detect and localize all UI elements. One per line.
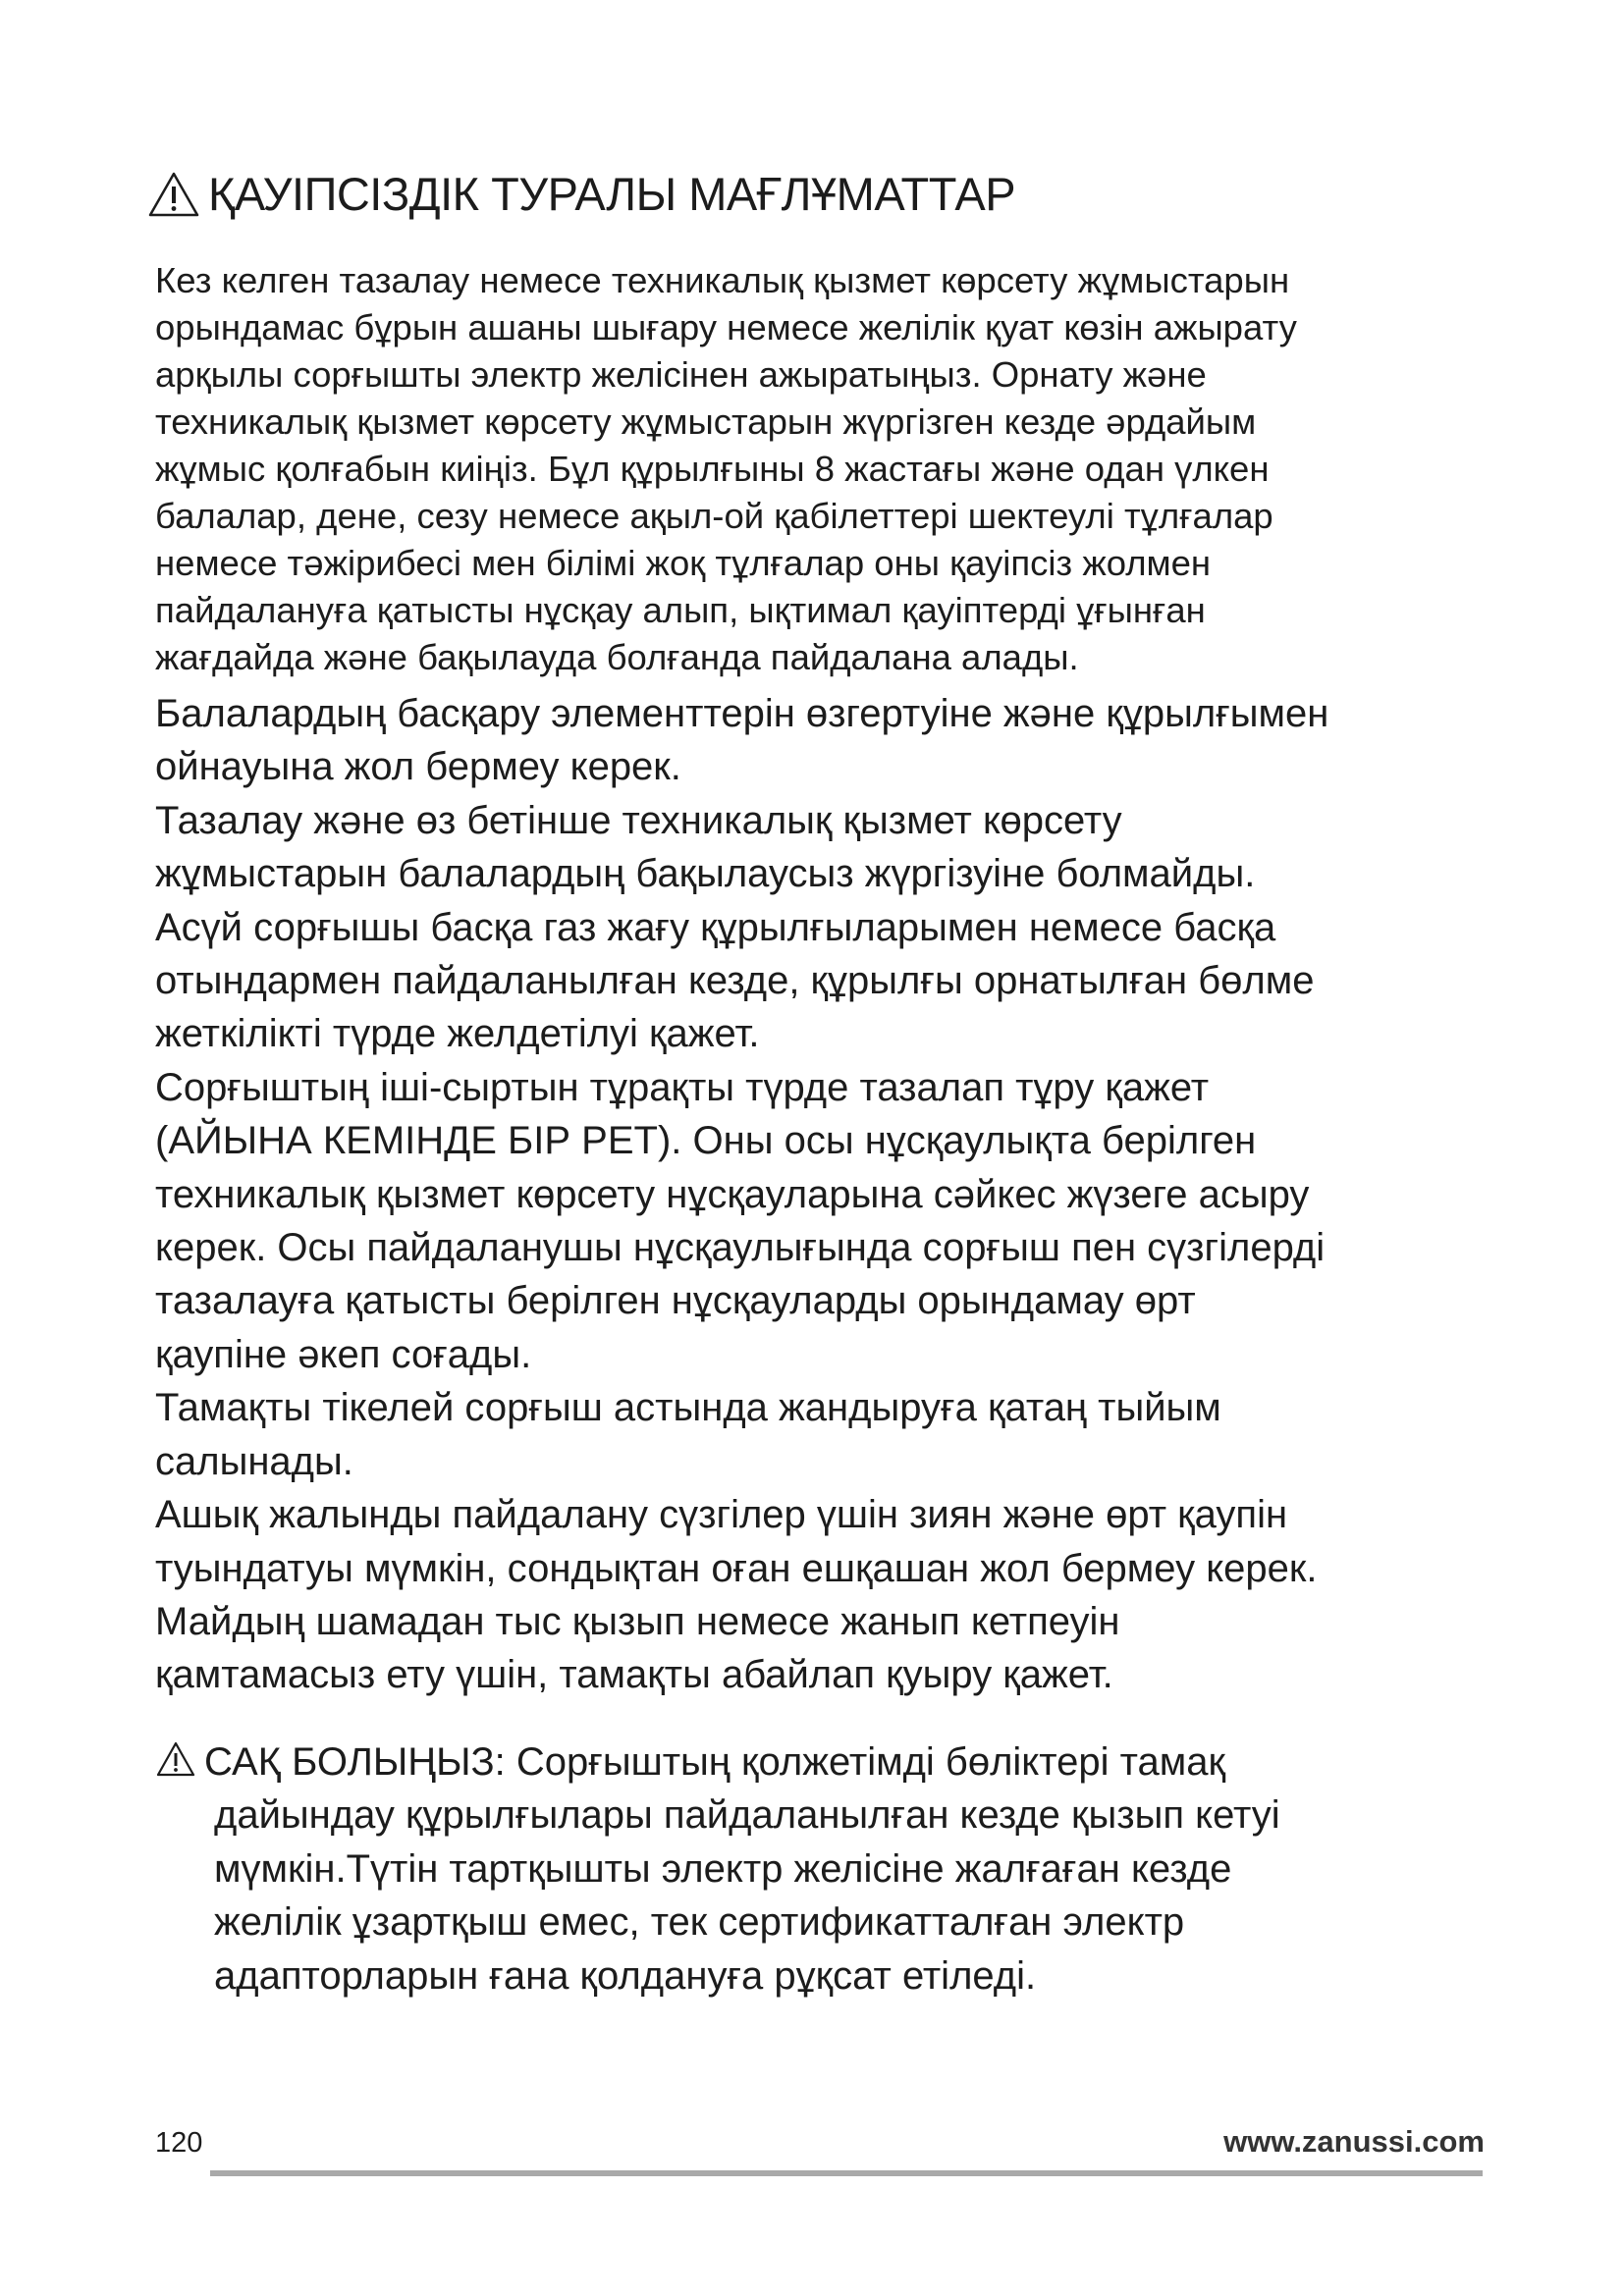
- caution-text: желілік ұзартқыш емес, тек сертификатталған электр: [214, 1900, 1185, 1945]
- text-line: (АЙЫНА КЕМІНДЕ БІР РЕТ). Оны осы нұсқаулықта берілген: [155, 1119, 1257, 1163]
- caution-text: дайындау құрылғылары пайдаланылған кезде қызып кетуі: [214, 1793, 1280, 1838]
- text-line: Балалардың басқару элементтерін өзгертуіне және құрылғымен: [155, 692, 1329, 735]
- text-line: жұмыс қолғабын киіңіз. Бұл құрылғыны 8 жастағы және одан үлкен: [155, 449, 1270, 489]
- heading-title: ҚАУІПСІЗДІК ТУРАЛЫ МАҒЛҰМАТТАР: [208, 168, 1016, 220]
- text-line: техникалық қызмет көрсету нұсқауларына сәйкес жүзеге асыру: [155, 1172, 1310, 1216]
- caution-first-line: [155, 1735, 1490, 1789]
- text-line: Майдың шамадан тыс қызып немесе жанып кетпеуін: [155, 1599, 1120, 1643]
- text-line: Тамақты тікелей сорғыш астында жандыруға қатаң тыйым: [155, 1386, 1221, 1430]
- text-line: Кез келген тазалау немесе техникалық қызмет көрсету жұмыстарын: [155, 260, 1290, 300]
- safety-instructions: [155, 687, 1490, 1702]
- text-line: қамтамасыз ету үшін, тамақты абайлап қуыру қажет.: [155, 1653, 1113, 1697]
- warning-triangle-icon: [155, 1740, 196, 1778]
- text-line: пайдалануға қатысты нұсқау алып, ықтимал қауіптерді ұғынған: [155, 590, 1206, 630]
- caution-notice: [155, 1735, 1490, 2002]
- text-line: туындатуы мүмкін, сондықтан оған ешқашан жол бермеу керек.: [155, 1546, 1318, 1590]
- text-line: ойнауына жол бермеу керек.: [155, 745, 681, 789]
- text-line: тазалауға қатысты берілген нұсқауларды орындамау өрт: [155, 1279, 1196, 1323]
- caution-text: САҚ БОЛЫҢЫЗ: Сорғыштың қолжетімді бөліктері тамақ: [204, 1740, 1225, 1784]
- text-line: Ашық жалынды пайдалану сүзгілер үшін зиян және өрт қаупін: [155, 1493, 1288, 1537]
- text-line: Асүй сорғышы басқа газ жағу құрылғыларымен немесе басқа: [155, 905, 1276, 949]
- text-line: салынады.: [155, 1439, 353, 1483]
- text-line: Тазалау және өз бетінше техникалық қызмет көрсету: [155, 798, 1122, 842]
- text-line: жұмыстарын балалардың бақылаусыз жүргізуіне болмайды.: [155, 852, 1256, 896]
- text-line: арқылы сорғышты электр желісінен ажыратыңыз. Орнату және: [155, 354, 1207, 395]
- caution-text: адапторларын ғана қолдануға рұқсат етіледі.: [214, 1953, 1037, 1998]
- text-line: жағдайда және бақылауда болғанда пайдалана алады.: [155, 637, 1079, 677]
- text-line: немесе тәжірибесі мен білімі жоқ тұлғалар оны қауіпсіз жолмен: [155, 543, 1212, 583]
- text-line: керек. Осы пайдаланушы нұсқаулығында сорғыш пен сүзгілерді: [155, 1226, 1326, 1270]
- text-line: балалар, дене, сезу немесе ақыл-ой қабілеттері шектеулі тұлғалар: [155, 496, 1273, 536]
- text-line: жеткілікті түрде желдетілуі қажет.: [155, 1012, 760, 1056]
- page-number: 120: [155, 2127, 203, 2159]
- text-line: отындармен пайдаланылған кезде, құрылғы орнатылған бөлме: [155, 959, 1315, 1003]
- intro-paragraph: [155, 257, 1490, 681]
- footer-website: www.zanussi.com: [1223, 2124, 1485, 2159]
- text-line: Сорғыштың іші-сыртын тұрақты түрде тазалап тұру қажет: [155, 1065, 1210, 1109]
- warning-triangle-icon: [147, 171, 200, 218]
- footer-divider: [210, 2170, 1483, 2176]
- section-heading: [147, 167, 1015, 221]
- text-line: орындамас бұрын ашаны шығару немесе желілік қуат көзін ажырату: [155, 307, 1297, 347]
- caution-text: мүмкін.Түтін тартқышты электр желісіне жалғаған кезде: [214, 1846, 1232, 1891]
- text-line: қаупіне әкеп соғады.: [155, 1332, 532, 1376]
- text-line: техникалық қызмет көрсету жұмыстарын жүргізген кезде әрдайым: [155, 401, 1257, 442]
